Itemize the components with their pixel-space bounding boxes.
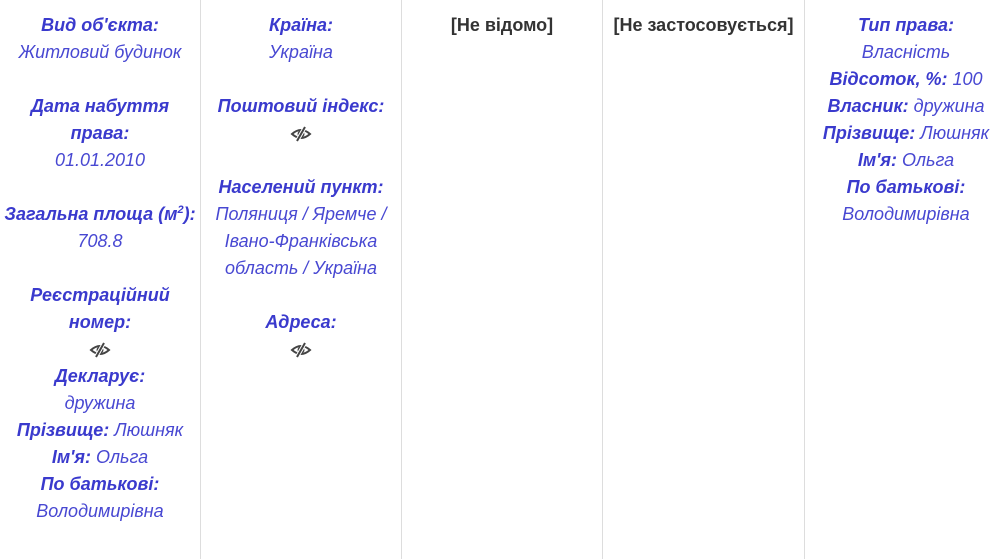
not-applicable-cell	[603, 0, 805, 559]
surname-value: Люшняк	[114, 420, 184, 440]
total-area-label: Загальна площа $(м^2)$:	[4, 204, 196, 224]
name-value: Ольга	[902, 150, 955, 170]
patronymic-label: По батькові:	[846, 177, 966, 197]
settlement-label: Населений пункт:	[218, 177, 384, 197]
acquisition-date-label: Дата набуття права:	[30, 96, 170, 143]
declares-value: дружина	[64, 393, 136, 413]
country-value: Україна	[269, 42, 333, 62]
name-value: Ольга	[96, 447, 149, 467]
name-label: Ім'я:	[51, 447, 92, 467]
surname-value: Люшняк	[920, 123, 990, 143]
unknown-cell	[402, 0, 603, 559]
patronymic-value: Володимирівна	[842, 204, 970, 224]
eye-slash-icon	[290, 120, 312, 147]
surname-line	[809, 120, 1003, 147]
location-cell	[201, 0, 402, 559]
right-type-label: Тип права:	[858, 15, 954, 35]
owner-value: дружина	[913, 96, 985, 116]
postal-code-label: Поштовий індекс:	[217, 96, 385, 116]
object-type-value: Житловий будинок	[18, 42, 182, 62]
country-label: Країна:	[269, 15, 333, 35]
owner-label: Власник:	[827, 96, 909, 116]
eye-slash-icon	[89, 336, 111, 363]
settlement-value: Поляниця / Яремче / Івано-Франківська область / Україна	[215, 204, 387, 278]
object-type-label: Вид об'єкта:	[41, 15, 159, 35]
name-line	[809, 147, 1003, 174]
name-label: Ім'я:	[857, 150, 898, 170]
object-info-cell	[0, 0, 201, 559]
not-applicable-value: [Не застосовується]	[613, 15, 794, 35]
surname-label: Прізвище:	[822, 123, 916, 143]
name-line	[4, 444, 196, 471]
declares-label: Декларує:	[54, 366, 146, 386]
owner-line	[809, 93, 1003, 120]
patronymic-label: По батькові:	[40, 474, 160, 494]
percent-value: 100	[952, 69, 983, 89]
right-type-value: Власність	[861, 42, 951, 62]
surname-label: Прізвище:	[16, 420, 110, 440]
percent-line	[809, 66, 1003, 93]
patronymic-value: Володимирівна	[36, 501, 164, 521]
percent-label: Відсоток, %:	[829, 69, 948, 89]
registration-number-label: Реєстраційний номер:	[30, 285, 170, 332]
total-area-value: 708.8	[77, 231, 123, 251]
address-label: Адреса:	[265, 312, 337, 332]
rights-cell	[805, 0, 1007, 559]
unknown-value: [Не відомо]	[450, 15, 554, 35]
acquisition-date-value: 01.01.2010	[54, 150, 146, 170]
surname-line	[4, 417, 196, 444]
eye-slash-icon	[290, 336, 312, 363]
